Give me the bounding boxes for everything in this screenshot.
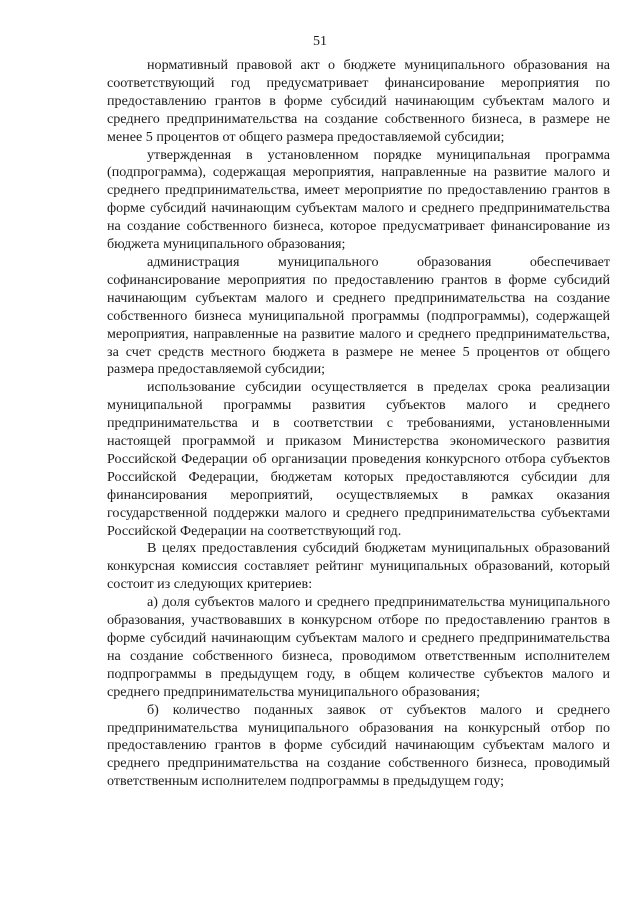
paragraph-rating-intro: В целях предоставления субсидий бюджетам муниципальных образований конкурсная комиссия составляет рейтинг муниципальных образований, который состоит из следующих критериев: — [107, 540, 610, 593]
paragraph-criterion-a: а) доля субъектов малого и среднего предпринимательства муниципального образования, участвовавших в конкурсном отборе по предоставлению грантов в форме субсидий начинающим субъектам малого и среднего предпринимательства на создание собственного бизнеса, проводимом ответственным исполнителем подпрограммы в предыдущем году, в общем количестве субъектов малого и среднего предпринимательства муниципального образования; — [107, 594, 610, 700]
paragraph-municipal-program: утвержденная в установленном порядке муниципальная программа (подпрограмма), содержащая мероприятия, направленные на развитие малого и среднего предпринимательства, имеет мероприятие по предоставлению грантов в форме субсидий начинающим субъектам малого и среднего предпринимательства на создание собственного бизнеса, которое предусматривает финансирование из бюджета муниципального образования; — [107, 146, 610, 253]
document-body — [107, 57, 610, 791]
paragraph-subsidy-use: использование субсидии осуществляется в пределах срока реализации муниципальной программы развития субъектов малого и среднего предпринимательства и в соответствии с требованиями, установленными настоящей программой и приказом Министерства экономического развития Российской Федерации об организации проведения конкурсного отбора субъектов Российской Федерации, бюджетам которых предоставляются субсидии для финансирования мероприятий, осуществляемых в рамках оказания государственной поддержки малого и среднего предпринимательства субъектами Российской Федерации на соответствующий год. — [107, 379, 610, 539]
paragraph-budget-act: нормативный правовой акт о бюджете муниципального образования на соответствующий год предусматривает финансирование мероприятия по предоставлению грантов в форме субсидий начинающим субъектам малого и среднего предпринимательства на создание собственного бизнеса, в размере не менее 5 процентов от общего размера предоставляемой субсидии; — [107, 57, 610, 145]
paragraph-cofinancing: администрация муниципального образования обеспечивает софинансирование мероприятия по предоставлению грантов в форме субсидий начинающим субъектам малого и среднего предпринимательства на создание собственного бизнеса муниципальной программы (подпрограммы), содержащей мероприятия, направленные на развитие малого и среднего предпринимательства, за счет средств местного бюджета в размере не менее 5 процентов от общего размера предоставляемой субсидии; — [107, 253, 610, 378]
paragraph-criterion-b: б) количество поданных заявок от субъектов малого и среднего предпринимательства муниципального образования на конкурсный отбор по предоставлению грантов в форме субсидий начинающим субъектам малого и среднего предпринимательства на создание собственного бизнеса, проводимый ответственным исполнителем подпрограммы в предыдущем году; — [107, 701, 610, 790]
page-number: 51 — [313, 34, 327, 49]
